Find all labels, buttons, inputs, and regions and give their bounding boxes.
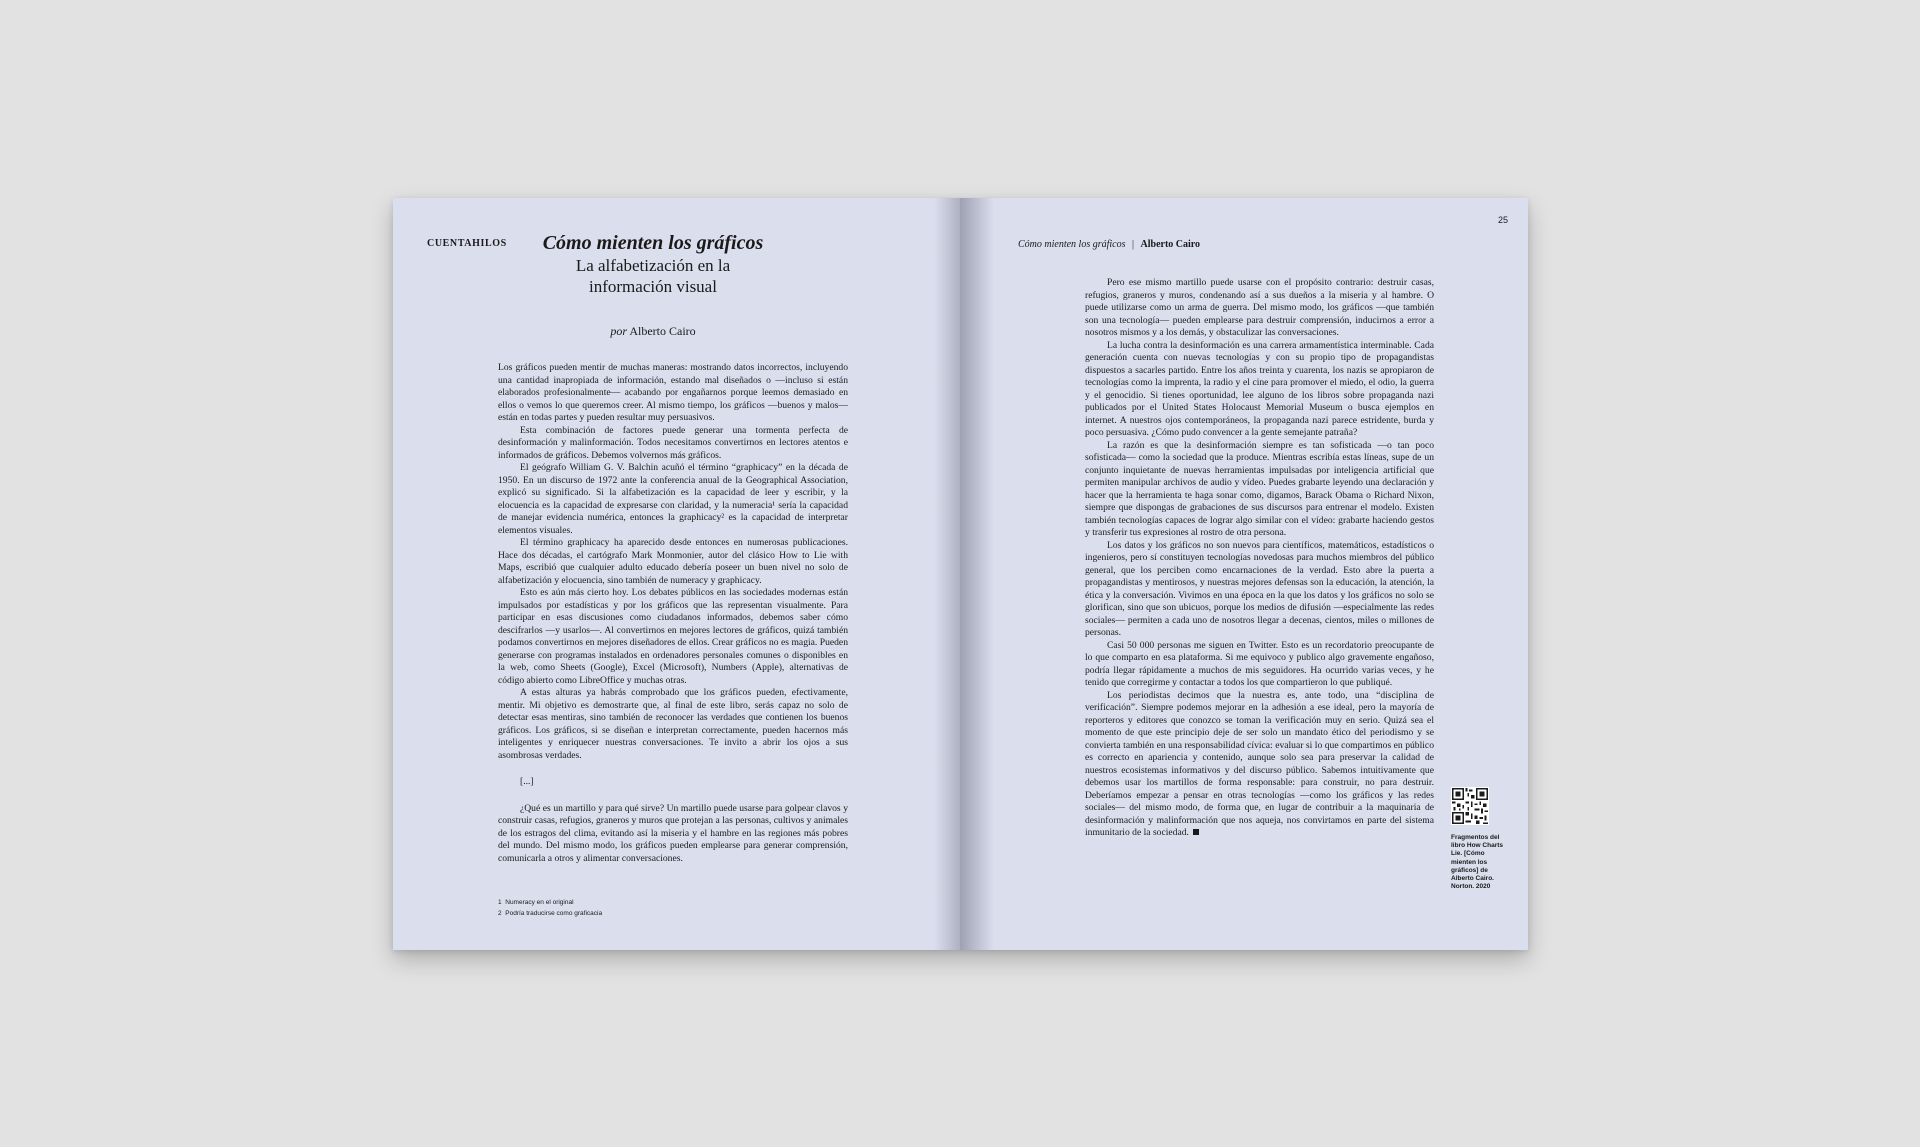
title-block	[503, 231, 803, 297]
right-body-column	[1085, 277, 1434, 840]
paragraph: El geógrafo William G. V. Balchin acuñó el término “graphicacy” en la década de 1950. En un discurso de 1972 ante la conferencia anual de la Geographical Association, explicó su significado. Si la alfabetización es la capacidad de leer y escribir, y la elocuencia es la capacidad de expresarse con claridad, y la numeracia¹ sería la capacidad de manejar evidencia numérica, entonces la graphicacy² es la capacidad de interpretar elementos visuales.	[498, 462, 848, 536]
running-head-title: Cómo mienten los gráficos	[1018, 239, 1126, 250]
qr-code-icon	[1451, 787, 1489, 825]
side-note: Fragmentos del libro How Charts Lie. [Cómo mienten los gráficos] de Alberto Cairo. Norton. 2020	[1451, 834, 1504, 891]
paragraph: El término graphicacy ha aparecido desde entonces en numerosas publicaciones. Hace dos décadas, el cartógrafo Mark Monmonier, autor del clásico How to Lie with Maps, escribió que cualquier adulto educado debería poseer un buen nivel no solo de alfabetización y elocuencia, sino también de numeracy y graphicacy.	[498, 537, 848, 586]
footnote-number: 1	[498, 899, 502, 906]
section-label: CUENTAHILOS	[427, 238, 507, 249]
footnotes	[498, 897, 602, 919]
byline-author: Alberto Cairo	[629, 324, 696, 338]
footnote-2	[498, 908, 602, 919]
footnote-text: Numeracy en el original	[505, 899, 574, 906]
last-paragraph	[1085, 690, 1434, 840]
article-title: Cómo mienten los gráficos	[542, 232, 764, 254]
left-page	[393, 198, 960, 950]
byline	[503, 324, 803, 339]
paragraph: ¿Qué es un martillo y para qué sirve? Un martillo puede usarse para golpear clavos y construir casas, refugios, graneros y muros que protejan a las personas, cultivos y animales de los estragos del clima, evitando así la miseria y el hambre en las regiones más pobres del mundo. Del mismo modo, los gráficos pueden emplearse para generar comprensión, comunicarla a otros y alimentar conversaciones.	[498, 802, 848, 864]
right-page	[960, 198, 1528, 950]
paragraph: La razón es que la desinformación siempre es tan sofisticada —o tan poco sofisticada— como la sociedad que la produce. Mientras escribía estas líneas, supe de un conjunto inquietante de nuevas herramientas impulsadas por inteligencia artificial que permiten manipular archivos de audio y vídeo. Puedes grabarte leyendo una declaración y hacer que la herramienta te haga sonar como, digamos, Barack Obama o Richard Nixon, siempre que dispongas de grabaciones de sus discursos para entrenar el modelo. Existen también tecnologías capaces de lograr algo similar con el vídeo: grabarte haciendo gestos y transferir tus expresiones al rostro de otra persona.	[1085, 439, 1434, 538]
gutter-shadow-left	[934, 198, 960, 950]
article-subtitle-line2: información visual	[589, 277, 717, 296]
running-head-author: Alberto Cairo	[1140, 239, 1201, 250]
byline-prefix: por	[610, 324, 627, 338]
end-mark-icon	[1193, 829, 1199, 835]
paragraph: Casi 50 000 personas me siguen en Twitter. Esto es un recordatorio preocupante de lo que comparto en esa plataforma. Si me equivoco y publico algo gravemente engañoso, podría llegar rápidamente a muchos de mis seguidores. Ha ocurrido varias veces, y he tenido que corregirme y contactar a todos los que compartieron lo que publiqué.	[1085, 639, 1434, 688]
paragraph: Los datos y los gráficos no son nuevos para científicos, matemáticos, estadísticos o ingenieros, pero sí constituyen tecnologías novedosas para muchos miembros del público general, que los perciben como encarnaciones de la verdad. Esto abre la puerta a propagandistas y mentirosos, y nuestras mejores defensas son la educación, la atención, la ética y la conversación. Vivimos en una época en la que los datos y los gráficos no solo se glorifican, sino que son ubicuos, porque los medios de difusión —especialmente las redes sociales— permiten a cada uno de nosotros llegar a decenas, cientos, miles o millones de personas.	[1085, 539, 1434, 638]
footnote-number: 2	[498, 910, 502, 917]
page-number: 25	[1498, 215, 1509, 225]
paragraph: Esta combinación de factores puede generar una tormenta perfecta de desinformación y malinformación. Todos necesitamos convertirnos en lectores atentos e informados de gráficos. Debemos volvernos más gráficos.	[498, 424, 848, 461]
paragraph: A estas alturas ya habrás comprobado que los gráficos pueden, efectivamente, mentir. Mi objetivo es demostrarte que, al final de este libro, serás capaz no solo de detectar esas mentiras, sino también de reconocer las verdades que contienen los buenos gráficos. Los gráficos, si se diseñan e interpretan correctamente, pueden hacernos más inteligentes y enriquecer nuestras conversaciones. Te invito a abrir los ojos a sus asombrosas verdades.	[498, 687, 848, 761]
footnote-text: Podría traducirse como graficacia	[505, 910, 603, 917]
paragraph: Esto es aún más cierto hoy. Los debates públicos en las sociedades modernas están impulsados por estadísticas y por los gráficos que las representan visualmente. Para participar en esas discusiones como ciudadanos informados, debemos saber cómo descifrarlos —y usarlos—. Al convertirnos en mejores lectores de gráficos, quizá también podamos convertirnos en mejores diseñadores de ellos. Crear gráficos no es magia. Pueden generarse con programas instalados en ordenadores personales comunes o disponibles en la web, como Sheets (Google), Excel (Microsoft), Numbers (Apple), alternativas de código abierto como LibreOffice y muchas otras.	[498, 587, 848, 686]
paragraph-text: Los periodistas decimos que la nuestra es, ante todo, una “disciplina de verificación”. Siempre podemos mejorar en la adhesión a ese ideal, pero la mayoría de reporteros y editores que conozco se toman la verificación muy en serio. Quizá sea el momento de que este principio deje de ser solo un mandato ético del periodismo y se convierta también en una responsabilidad cívica: evaluar si lo que compartimos en público es correcto en apariencia y contenido, aunque solo sea para preservar la calidad de nuestros ecosistemas informativos y del discurso público. Sabemos intuitivamente que debemos usar los martillos de forma responsable: para construir, no para destruir. Deberíamos empezar a pensar en otras tecnologías —como los gráficos y las redes sociales— del mismo modo, de forma que, en lugar de contribuir a la maquinaria de desinformación y malinformación que nos aqueja, nos convirtamos en parte del sistema inmunitario de la sociedad.	[1085, 689, 1434, 838]
ellipsis-marker: [...]	[520, 776, 534, 787]
running-head	[1018, 239, 1200, 250]
left-body-column	[498, 362, 848, 865]
article-subtitle-line1: La alfabetización en la	[575, 256, 731, 275]
magazine-spread	[393, 198, 1528, 950]
running-head-separator: |	[1132, 239, 1135, 250]
paragraph: Pero ese mismo martillo puede usarse con el propósito contrario: destruir casas, refugios, graneros y muros, condenando así a sus dueños a la miseria y al hambre. O puede utilizarse como un arma de guerra. Del mismo modo, los gráficos —que también son una tecnología— pueden emplearse para destruir comprensión, inducirnos a error a nosotros mismos y a los demás, y obstaculizar las conversaciones.	[1085, 277, 1434, 338]
paragraph: La lucha contra la desinformación es una carrera armamentística interminable. Cada generación cuenta con nuevas tecnologías y con su propio tipo de propagandistas dispuestos a sacarles partido. Entre los años treinta y cuarenta, los nazis se apropiaron de tecnologías como la imprenta, la radio y el cine para promover el miedo, el odio, la guerra y el genocidio. Si tienes oportunidad, lee alguno de los libros sobre propaganda nazi publicados por el United States Holocaust Memorial Museum o busca ejemplos en internet. A nuestros ojos contemporáneos, la propaganda nazi parece estridente, burda y poco persuasiva. ¿Cómo pudo convencer a la gente semejante patraña?	[1085, 339, 1434, 438]
paragraph: Los gráficos pueden mentir de muchas maneras: mostrando datos incorrectos, incluyendo una cantidad inapropiada de información, estando mal diseñados o —incluso si están elaborados profesionalmente— acabando por engañarnos porque leemos demasiado en ellos o vemos lo que queremos creer. Al mismo tiempo, los gráficos —buenos y malos— están en todas partes y pueden resultar muy persuasivos.	[498, 362, 848, 423]
gutter-shadow-right	[960, 198, 994, 950]
footnote-1	[498, 897, 602, 908]
